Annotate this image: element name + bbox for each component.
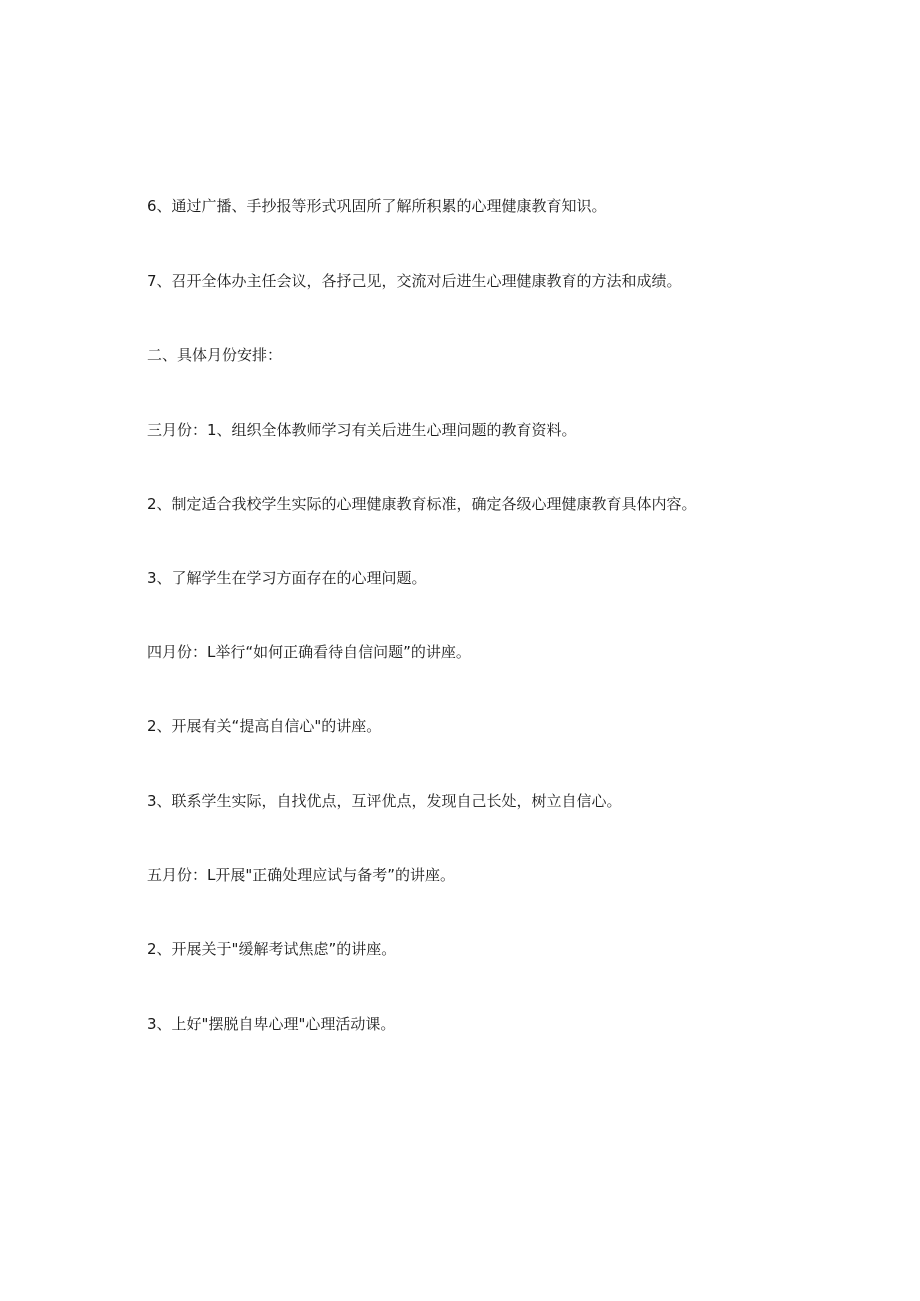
march-item-1: 三月份：1、组织全体教师学习有关后进生心理问题的教育资料。 bbox=[147, 421, 577, 439]
april-item-2: 2、开展有关“提高自信心"的讲座。 bbox=[147, 717, 382, 735]
may-item-2: 2、开展关于"缓解考试焦虑”的讲座。 bbox=[147, 940, 397, 958]
march-item-2: 2、制定适合我校学生实际的心理健康教育标准，确定各级心理健康教育具体内容。 bbox=[147, 495, 697, 513]
paragraph-item-7: 7、召开全体办主任会议，各抒己见，交流对后进生心理健康教育的方法和成绩。 bbox=[147, 272, 682, 290]
april-item-1: 四月份：L举行“如何正确看待自信问题”的讲座。 bbox=[147, 643, 471, 661]
april-item-3: 3、联系学生实际，自找优点，互评优点，发现自己长处，树立自信心。 bbox=[147, 792, 622, 810]
march-item-3: 3、了解学生在学习方面存在的心理问题。 bbox=[147, 569, 427, 587]
may-item-1: 五月份：L开展"正确处理应试与备考”的讲座。 bbox=[147, 866, 456, 884]
section-heading-monthly-schedule: 二、具体月份安排： bbox=[147, 346, 283, 364]
may-item-3: 3、上好"摆脱自卑心理"心理活动课。 bbox=[147, 1015, 396, 1033]
paragraph-item-6: 6、通过广播、手抄报等形式巩固所了解所积累的心理健康教育知识。 bbox=[147, 197, 607, 215]
